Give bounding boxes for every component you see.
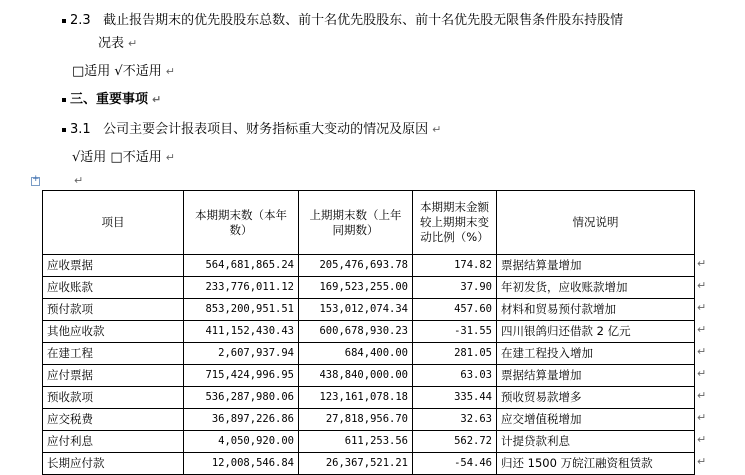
table-row (43, 431, 695, 453)
section-2-3-options (72, 63, 175, 81)
cell-item: 其他应收款 (43, 321, 184, 343)
paragraph-mark-icon: ↵ (697, 389, 707, 402)
section-title-cont: 况表 (98, 36, 125, 51)
section-2-3-heading (62, 12, 623, 30)
cell-previous: 205,476,693.78 (299, 255, 413, 277)
cell-current: 715,424,996.95 (184, 365, 299, 387)
cell-previous: 684,400.00 (299, 343, 413, 365)
section-number: 3.1 (70, 122, 91, 137)
cell-current: 233,776,011.12 (184, 277, 299, 299)
header-ratio: 本期期末金额较上期期末变动比例（%） (413, 191, 497, 255)
cell-previous: 169,523,255.00 (299, 277, 413, 299)
cell-current: 564,681,865.24 (184, 255, 299, 277)
table-row (43, 387, 695, 409)
cell-note: 在建工程投入增加 (497, 343, 695, 365)
header-item: 项目 (43, 191, 184, 255)
cell-item: 应收票据 (43, 255, 184, 277)
applicability-options: √适用 □不适用 (72, 150, 162, 165)
paragraph-mark-icon: ↵ (697, 411, 707, 424)
paragraph-mark-icon: ↵ (152, 93, 162, 106)
cell-ratio: 335.44 (413, 387, 497, 409)
cell-current: 36,897,226.86 (184, 409, 299, 431)
table-header-row (43, 191, 695, 255)
cell-previous: 438,840,000.00 (299, 365, 413, 387)
cell-previous: 26,367,521.21 (299, 453, 413, 475)
cell-previous: 27,818,956.70 (299, 409, 413, 431)
table-row (43, 453, 695, 475)
paragraph-mark-icon: ↵ (74, 174, 84, 187)
paragraph-mark-icon: ↵ (697, 257, 707, 270)
cell-current: 2,607,937.94 (184, 343, 299, 365)
paragraph-mark-icon: ↵ (697, 367, 707, 380)
cell-ratio: 457.60 (413, 299, 497, 321)
cell-ratio: 174.82 (413, 255, 497, 277)
table-row (43, 365, 695, 387)
paragraph-mark-icon: ↵ (697, 433, 707, 446)
cell-ratio: -31.55 (413, 321, 497, 343)
cell-current: 4,050,920.00 (184, 431, 299, 453)
cell-previous: 123,161,078.18 (299, 387, 413, 409)
section-2-3-heading-cont (98, 35, 137, 53)
cell-ratio: 281.05 (413, 343, 497, 365)
cell-note: 票据结算量增加 (497, 255, 695, 277)
section-3-1-heading (62, 121, 441, 139)
paragraph-mark-icon: ↵ (697, 301, 707, 314)
cell-item: 应交税费 (43, 409, 184, 431)
cell-note: 票据结算量增加 (497, 365, 695, 387)
section-title: 截止报告期末的优先股股东总数、前十名优先股股东、前十名优先股无限售条件股东持股情 (103, 13, 624, 28)
table-row (43, 299, 695, 321)
cell-item: 应付票据 (43, 365, 184, 387)
table-row (43, 409, 695, 431)
cell-note: 归还 1500 万皖江融资租赁款 (497, 453, 695, 475)
cell-note: 四川银鸽归还借款 2 亿元 (497, 321, 695, 343)
paragraph-mark-icon: ↵ (697, 323, 707, 336)
financial-changes-table (42, 190, 695, 475)
cell-previous: 611,253.56 (299, 431, 413, 453)
paragraph-mark-icon: ↵ (165, 151, 175, 164)
header-note: 情况说明 (497, 191, 695, 255)
paragraph-mark-icon: ↵ (432, 123, 442, 136)
cell-current: 12,008,546.84 (184, 453, 299, 475)
table-row (43, 343, 695, 365)
cell-previous: 153,012,074.34 (299, 299, 413, 321)
paragraph-mark-icon: ↵ (697, 345, 707, 358)
section-3-heading (62, 91, 161, 109)
section-title: 三、重要事项 (70, 92, 149, 107)
cell-ratio: 562.72 (413, 431, 497, 453)
cell-previous: 600,678,930.23 (299, 321, 413, 343)
cell-item: 预付款项 (43, 299, 184, 321)
table-move-handle-icon[interactable] (31, 177, 40, 186)
cell-ratio: 37.90 (413, 277, 497, 299)
cell-current: 853,200,951.51 (184, 299, 299, 321)
bullet-icon (62, 19, 66, 23)
table-row (43, 255, 695, 277)
paragraph-mark-icon: ↵ (165, 65, 175, 78)
header-previous: 上期期末数（上年同期数） (299, 191, 413, 255)
bullet-icon (62, 98, 66, 102)
cell-note: 预收贸易款增多 (497, 387, 695, 409)
cell-item: 应收账款 (43, 277, 184, 299)
header-current: 本期期末数（本年数） (184, 191, 299, 255)
cell-ratio: 63.03 (413, 365, 497, 387)
cell-current: 536,287,980.06 (184, 387, 299, 409)
bullet-icon (62, 128, 66, 132)
section-title: 公司主要会计报表项目、财务指标重大变动的情况及原因 (103, 122, 429, 137)
cell-item: 长期应付款 (43, 453, 184, 475)
cell-ratio: -54.46 (413, 453, 497, 475)
table-row (43, 277, 695, 299)
cell-item: 在建工程 (43, 343, 184, 365)
section-3-1-options (72, 149, 175, 167)
cell-item: 应付利息 (43, 431, 184, 453)
empty-paragraph (70, 172, 83, 190)
applicability-options: □适用 √不适用 (72, 64, 162, 79)
cell-ratio: 32.63 (413, 409, 497, 431)
cell-note: 年初发货，应收账款增加 (497, 277, 695, 299)
cell-note: 计提贷款利息 (497, 431, 695, 453)
cell-note: 应交增值税增加 (497, 409, 695, 431)
cell-note: 材料和贸易预付款增加 (497, 299, 695, 321)
cell-item: 预收款项 (43, 387, 184, 409)
cell-current: 411,152,430.43 (184, 321, 299, 343)
paragraph-mark-icon: ↵ (128, 37, 138, 50)
table-row (43, 321, 695, 343)
paragraph-mark-icon: ↵ (697, 279, 707, 292)
section-number: 2.3 (70, 13, 91, 28)
paragraph-mark-icon: ↵ (697, 455, 707, 468)
